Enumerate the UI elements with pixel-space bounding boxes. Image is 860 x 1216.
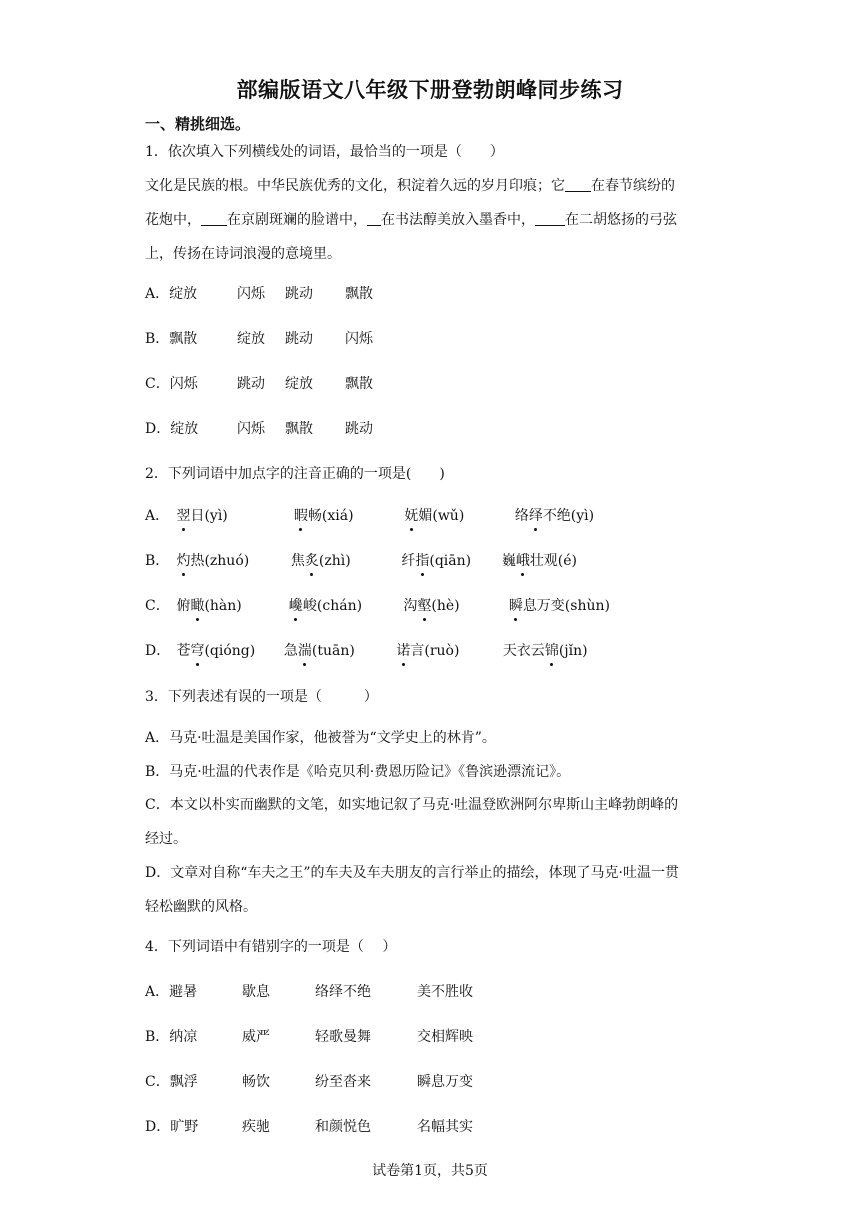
q3-stem: 3．下列表述有误的一项是（ ） <box>145 689 378 705</box>
q2-option-a: A． 翌日(yì) 暇畅(xiá) 妩媚(wǔ) 络绎不绝(yì) <box>145 505 594 525</box>
q2-stem: 2．下列词语中加点字的注音正确的一项是( ) <box>145 466 445 482</box>
page-footer: 试卷第1页，共5页 <box>372 1163 488 1179</box>
q1-option-b: B．飘散 绽放 跳动 闪烁 <box>145 331 373 347</box>
q4-option-d: D．旷野 疾驰 和颜悦色 名幅其实 <box>145 1119 473 1135</box>
fill-blank <box>367 211 381 226</box>
q3-option-c-line-2: 经过。 <box>145 831 187 847</box>
q3-option-b: B．马克·吐温的代表作是《哈克贝利·费恩历险记》《鲁滨逊漂流记》。 <box>145 764 571 780</box>
q1-stem: 1．依次填入下列横线处的词语，最恰当的一项是（ ） <box>145 144 504 160</box>
q2-option-b: B． 灼热(zhuó) 焦炙(zhì) 纤指(qiān) 巍峨壮观(é) <box>145 550 577 570</box>
q3-option-d-line-1: D．文章对自称“车夫之王”的车夫及车夫朋友的言行举止的描绘，体现了马克·吐温一贯 <box>145 865 679 881</box>
q1-option-d: D．绽放 闪烁 飘散 跳动 <box>145 421 373 437</box>
page-title: 部编版语文八年级下册登勃朗峰同步练习 <box>236 78 624 102</box>
q2-option-c: C． 俯瞰(hàn) 巉峻(chán) 沟壑(hè) 瞬息万变(shùn) <box>145 595 610 615</box>
section-heading: 一、精挑细选。 <box>145 115 251 133</box>
q1-option-c: C．闪烁 跳动 绽放 飘散 <box>145 376 373 392</box>
q4-stem: 4．下列词语中有错别字的一项是（ ） <box>145 939 397 955</box>
q2-option-d: D． 苍穹(qióng) 急湍(tuān) 诺言(ruò) 天衣云锦(jǐn) <box>145 640 588 660</box>
q3-option-c-line-1: C．本文以朴实而幽默的文笔，如实地记叙了马克·吐温登欧洲阿尔卑斯山主峰勃朗峰的 <box>145 797 679 813</box>
q1-passage-line-2: 花炮中， 在京剧斑斓的脸谱中， 在书法醇美放入墨香中， 在二胡悠扬的弓弦 <box>145 212 677 228</box>
q1-option-a: A．绽放 闪烁 跳动 飘散 <box>145 286 373 302</box>
q4-option-a: A．避暑 歇息 络绎不绝 美不胜收 <box>145 984 473 1000</box>
q1-passage-line-3: 上，传扬在诗词浪漫的意境里。 <box>145 246 341 262</box>
q4-option-b: B．纳凉 威严 轻歌曼舞 交相辉映 <box>145 1029 473 1045</box>
q3-option-a: A．马克·吐温是美国作家，他被誉为“文学史上的林肯”。 <box>145 730 496 746</box>
q3-option-d-line-2: 轻松幽默的风格。 <box>145 899 257 915</box>
fill-blank <box>535 211 565 226</box>
fill-blank <box>565 177 591 192</box>
q4-option-c: C．飘浮 畅饮 纷至沓来 瞬息万变 <box>145 1074 473 1090</box>
fill-blank <box>201 211 227 226</box>
q1-passage-line-1: 文化是民族的根。中华民族优秀的文化，积淀着久远的岁月印痕；它 在春节缤纷的 <box>145 178 675 194</box>
